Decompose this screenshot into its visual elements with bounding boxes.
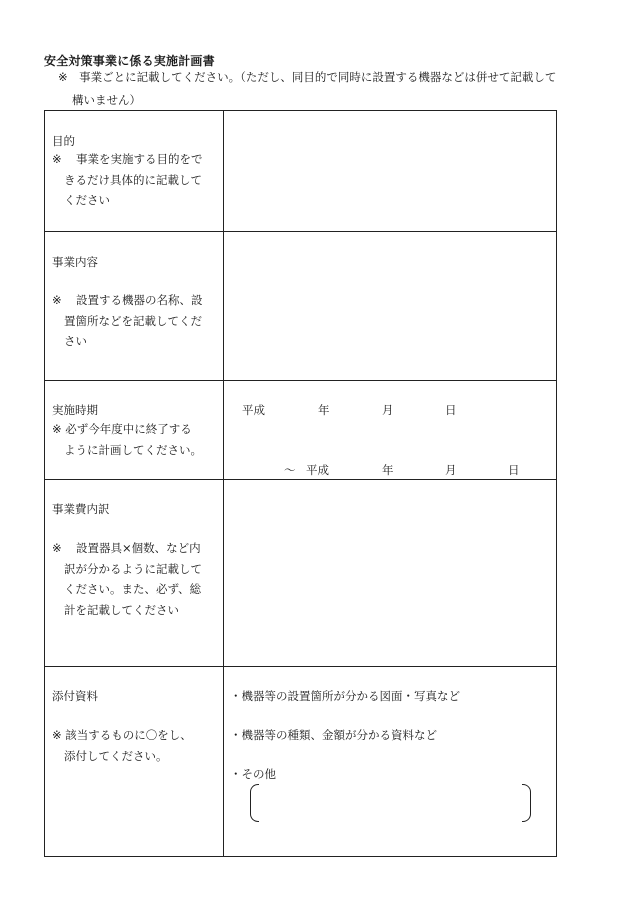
instruction-note-continued: 構いません）	[72, 93, 141, 107]
content-label-cell	[45, 232, 224, 381]
content-instruction-line1: 設置する機器の名称、設	[76, 293, 203, 307]
cost-label-cell	[45, 480, 224, 667]
end-day-unit: 日	[508, 463, 520, 477]
purpose-label-cell	[45, 111, 224, 232]
start-era: 平成	[242, 403, 265, 417]
row-cost	[45, 480, 557, 667]
purpose-instruction-line3: ください	[64, 193, 110, 207]
note-mark: ※	[52, 293, 62, 307]
attachments-label: 添付資料	[52, 689, 98, 703]
content-input-cell[interactable]	[224, 232, 557, 381]
period-label: 実施時期	[52, 403, 98, 417]
end-year-unit: 年	[382, 463, 394, 477]
attachments-instruction-line1: ※ 該当するものに〇をし、	[52, 728, 192, 742]
attachment-option-other[interactable]: ・その他	[230, 767, 276, 781]
purpose-instruction-line2: きるだけ具体的に記載して	[64, 172, 202, 187]
start-month-unit: 月	[382, 403, 394, 417]
cost-instruction	[52, 538, 219, 620]
cost-instruction-line4: 計を記載してください	[64, 602, 179, 617]
content-label: 事業内容	[52, 255, 98, 269]
content-instruction	[52, 290, 219, 352]
row-content	[45, 232, 557, 381]
end-era: 平成	[306, 463, 329, 477]
purpose-label: 目的	[52, 134, 75, 148]
period-input-cell[interactable]	[224, 381, 557, 480]
note-mark: ※	[52, 541, 62, 555]
period-instruction	[52, 419, 219, 460]
other-bracket-right	[522, 784, 531, 822]
period-label-cell	[45, 381, 224, 480]
range-tilde: ～	[284, 463, 296, 477]
row-period	[45, 381, 557, 480]
content-instruction-line2: 置箇所などを記載してくだ	[64, 313, 202, 328]
attachments-input-cell	[224, 667, 557, 857]
purpose-instruction	[52, 149, 219, 211]
attachments-instruction-line2: 添付してください。	[64, 748, 168, 763]
period-instruction-line2: ように計画してください。	[64, 442, 202, 457]
cost-instruction-line3: ください。また、必ず、総	[64, 582, 202, 596]
other-bracket-left	[250, 784, 259, 822]
start-day-unit: 日	[445, 403, 457, 417]
cost-label: 事業費内訳	[52, 502, 110, 516]
page-title: 安全対策事業に係る実施計画書	[44, 54, 215, 68]
purpose-input-cell[interactable]	[224, 111, 557, 232]
purpose-instruction-line1: 事業を実施する目的をで	[76, 152, 203, 166]
row-attachments	[45, 667, 557, 857]
attachment-option-cost-docs[interactable]: ・機器等の種類、金額が分かる資料など	[230, 728, 437, 742]
cost-instruction-line1: 設置器具×個数、など内	[76, 541, 201, 555]
period-instruction-line1: ※ 必ず今年度中に終了する	[52, 422, 192, 436]
attachments-label-cell	[45, 667, 224, 857]
attachment-option-drawings[interactable]: ・機器等の設置箇所が分かる図面・写真など	[230, 689, 460, 703]
attachments-instruction	[52, 725, 219, 766]
end-month-unit: 月	[445, 463, 457, 477]
cost-instruction-line2: 訳が分かるように記載して	[64, 561, 202, 576]
note-mark: ※	[52, 152, 62, 166]
plan-table	[44, 110, 557, 857]
cost-input-cell[interactable]	[224, 480, 557, 667]
row-purpose	[45, 111, 557, 232]
start-year-unit: 年	[318, 403, 330, 417]
instruction-note: ※ 事業ごとに記載してください。（ただし、同目的で同時に設置する機器などは併せて記載して	[58, 70, 557, 84]
content-instruction-line3: さい	[64, 334, 87, 348]
